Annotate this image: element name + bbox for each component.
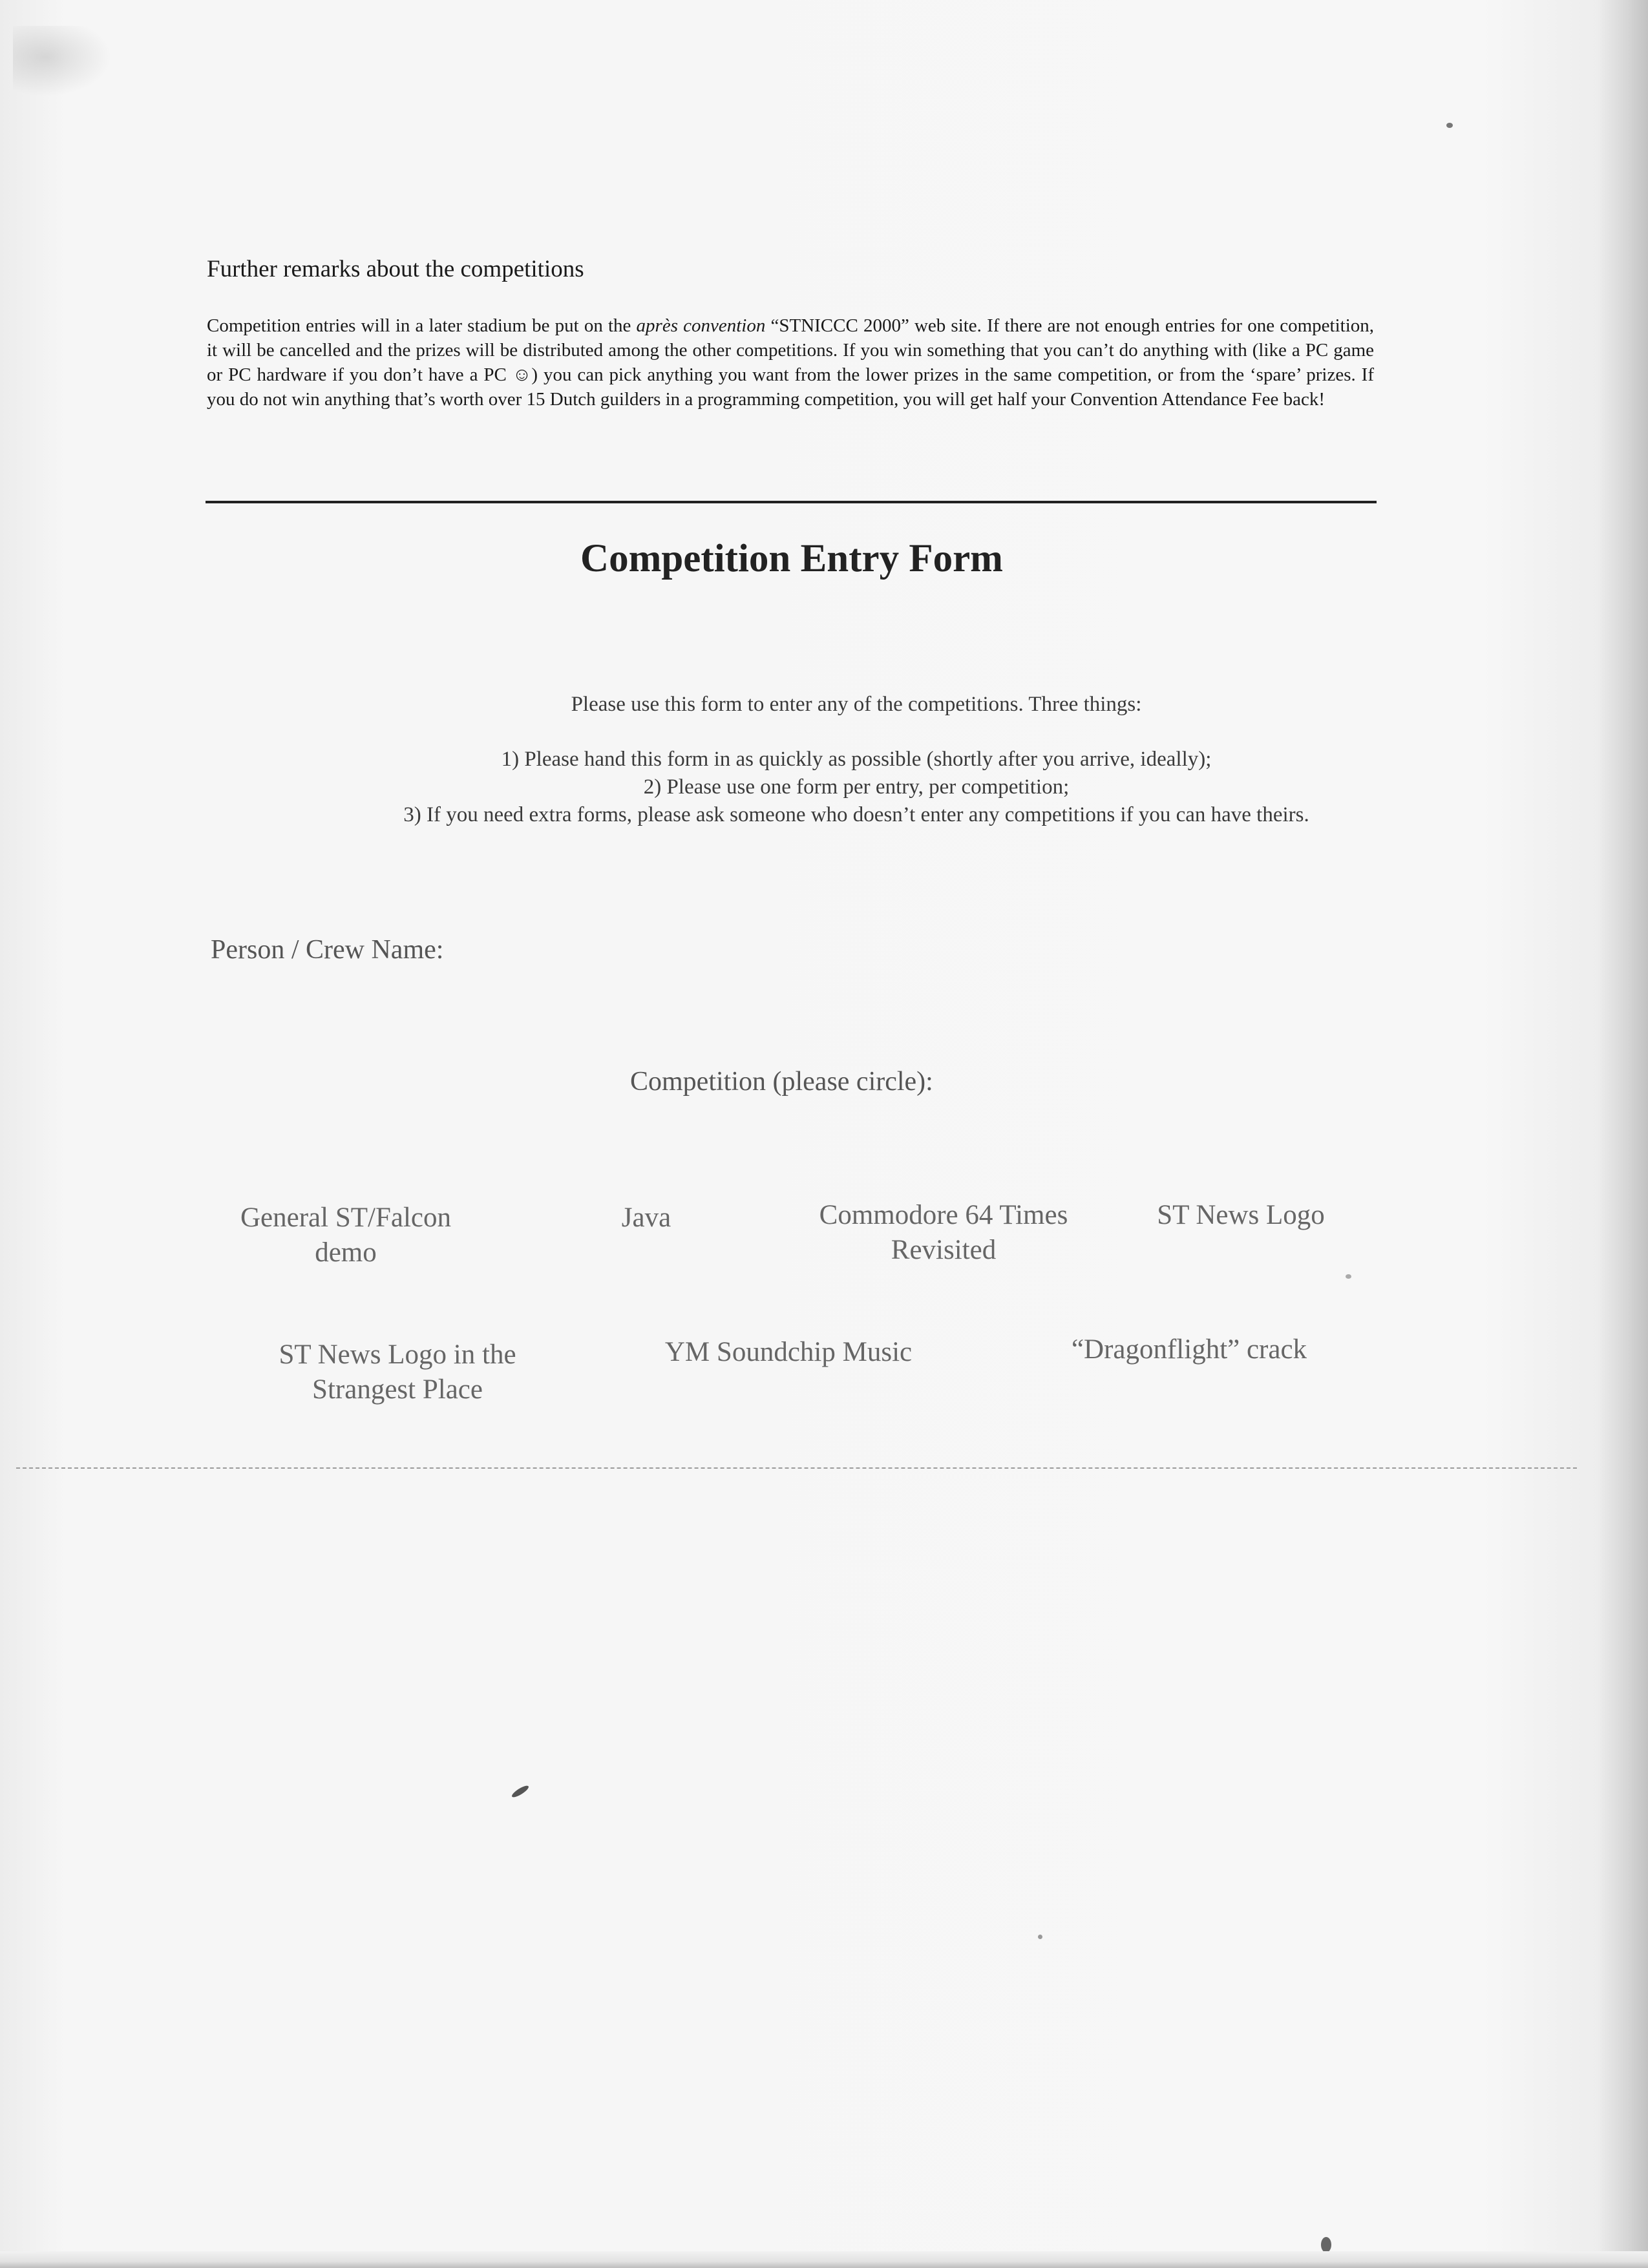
competition-option-java[interactable] [582,1201,711,1235]
form-instructions [194,690,1519,829]
paper-speck [511,1784,530,1800]
form-title: Competition Entry Form [580,537,1003,580]
competition-option-line1: ST News Logo [1157,1200,1325,1230]
paper-speck [1321,2237,1331,2252]
competition-option-line1: “Dragonflight” crack [1071,1334,1307,1365]
paper-speck [1346,1274,1351,1279]
name-field-label: Person / Crew Name: [211,935,444,965]
remarks-paragraph [207,313,1374,412]
competition-option-line1: Java [621,1202,671,1233]
remarks-italic-phrase: après convention [636,315,766,336]
section-divider [206,501,1377,503]
instruction-step-3: 3) If you need extra forms, please ask someone who doesn’t enter any competitions if you can have theirs. [403,803,1309,826]
competition-option-line2: Revisited [891,1235,997,1265]
instruction-step-1: 1) Please hand this form in as quickly as possible (shortly after you arrive, ideally); [501,748,1212,771]
page-bottom-edge [0,2251,1648,2268]
competition-option-line2: Strangest Place [312,1374,483,1405]
competition-option-line1: YM Soundchip Music [664,1337,913,1367]
instructions-intro: Please use this form to enter any of the competitions. Three things: [571,693,1142,716]
competition-option-line1: ST News Logo in the [279,1339,516,1370]
remarks-text-part2: “STNICCC 2000” web site. If there are not enough entries for one competition, it will be cancelled and the prizes will be distributed among the other competitions. If you win something that you can’t do anything with (like a PC game or PC hardware if you don’t have a PC ☺) you can pick anything you want from the lower prizes in the same competition, or from the ‘spare’ prizes. If you do not win anything that’s worth over 15 Dutch guilders in a programming competition, you will get half your Convention Attendance Fee back! [207,315,1375,410]
cut-line [16,1467,1577,1469]
competition-option-line2: demo [315,1237,377,1268]
competition-option-st-news-logo[interactable] [1125,1198,1357,1233]
page-edge-shadow [1596,0,1648,2268]
instruction-step-2: 2) Please use one form per entry, per competition; [643,775,1070,799]
paper-fold-mark [13,26,123,103]
paper-speck [1446,123,1453,128]
competition-option-line1: General ST/Falcon [240,1202,451,1233]
competition-option-logo-strangest-place[interactable] [252,1338,543,1407]
paper-speck [1038,1935,1042,1939]
competition-option-line1: Commodore 64 Times [819,1200,1068,1230]
remarks-text-part1: Competition entries will in a later stadium be put on the [207,315,637,336]
competition-field-label: Competition (please circle): [630,1067,933,1097]
competition-option-dragonflight-crack[interactable] [1041,1332,1338,1367]
competition-option-general-demo[interactable] [204,1201,488,1270]
competition-option-ym-soundchip[interactable] [646,1335,931,1370]
remarks-heading: Further remarks about the competitions [207,256,584,282]
competition-option-c64-revisited[interactable] [788,1198,1099,1268]
